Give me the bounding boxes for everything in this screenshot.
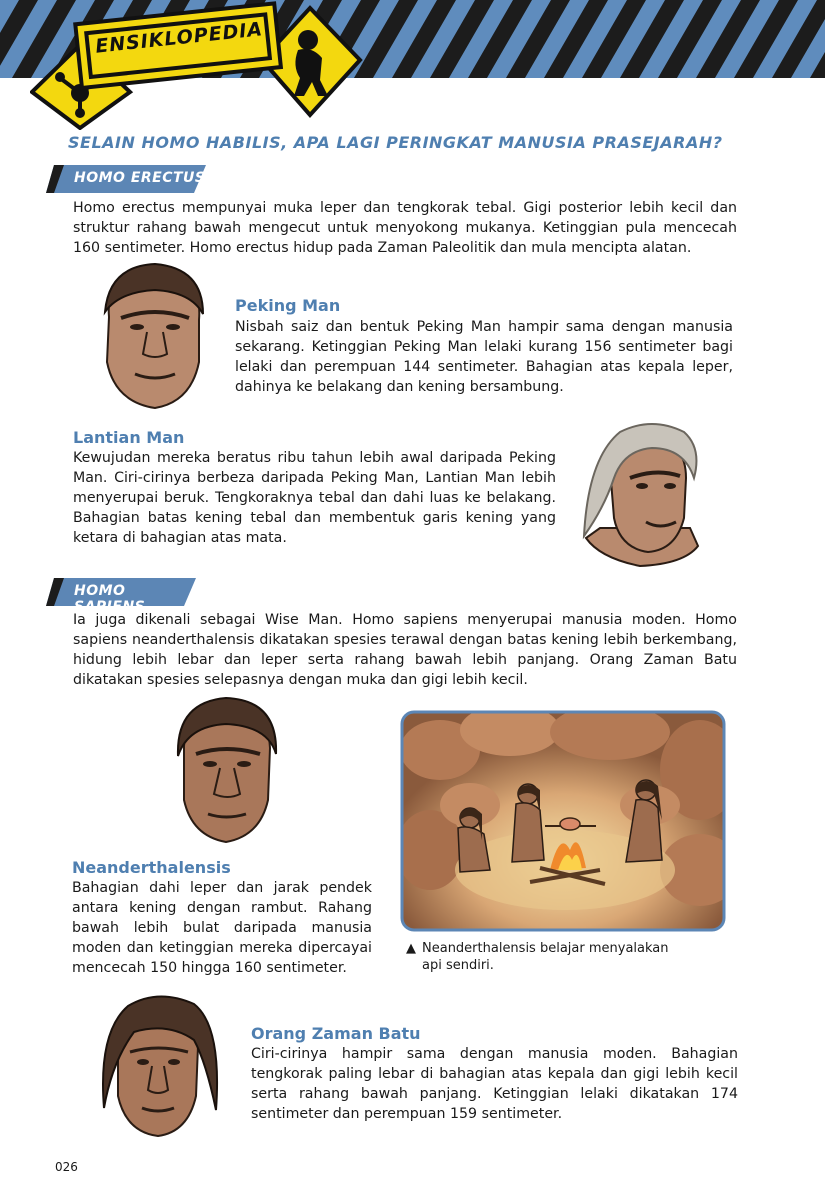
neanderthal-text: Bahagian dahi leper dan jarak pendek antara kening dengan rambut. Rahang bawah lebih bulat daripada manusia moden dan ketinggian mereka dipercayai mencecah 150 hingga 160 sentimeter. <box>72 880 372 976</box>
peking-man-title: Peking Man <box>235 296 341 315</box>
tag-homo-sapiens <box>46 578 196 615</box>
stone-age-man-portrait <box>98 992 220 1140</box>
cave-caption: Neanderthalensis belajar menyalakan api sendiri. <box>422 941 669 973</box>
lantian-man-title: Lantian Man <box>73 428 185 447</box>
section-question: SELAIN HOMO HABILIS, APA LAGI PERINGKAT MANUSIA PRASEJARAH? <box>68 133 723 152</box>
neanderthal-portrait <box>168 696 283 846</box>
homo-erectus-intro: Homo erectus mempunyai muka leper dan tengkorak tebal. Gigi posterior lebih kecil dan struktur rahang bawah mengecut untuk menyokong mukanya. Ketinggian pula mencecah 160 sentimeter. Homo erectus hidup pada Zaman Paleolitik dan mula mencipta alatan. <box>73 200 737 256</box>
encyclopedia-badge <box>30 0 370 130</box>
homo-sapiens-intro: Ia juga dikenali sebagai Wise Man. Homo sapiens menyerupai manusia moden. Homo sapiens neanderthalensis dikatakan spesies terawal dengan batas kening lebih berkembang, hidung lebih lebar dan leper serta rahang bawah lebih panjang. Orang Zaman Batu dikatakan spesies selepasnya dengan muka dan gigi lebih kecil. <box>73 612 737 688</box>
stone-age-title: Orang Zaman Batu <box>251 1024 421 1043</box>
tag-label: HOMO SAPIENS <box>74 583 146 615</box>
tag-label: HOMO ERECTUS <box>74 170 206 186</box>
page-number: 026 <box>55 1160 78 1174</box>
peking-man-text: Nisbah saiz dan bentuk Peking Man hampir sama dengan manusia sekarang. Ketinggian Peking Man lelaki kurang 156 sentimeter bagi lelaki dan perempuan 144 sentimeter. Bahagian atas kepala leper, dahinya ke belakang dan kening bersambung. <box>235 319 733 395</box>
tag-homo-erectus <box>46 165 206 193</box>
badge-label: ENSIKLOPEDIA <box>94 18 265 58</box>
peking-man-portrait <box>95 262 213 412</box>
stone-age-text: Ciri-cirinya hampir sama dengan manusia moden. Bahagian tengkorak paling lebar di bahagian atas kepala dan gigi lebih kecil serta rahang bawah panjang. Ketinggian lelaki dikatakan 174 sentimeter dan perempuan 159 sentimeter. <box>251 1046 738 1122</box>
caption-marker-icon: ▲ <box>406 941 416 956</box>
lantian-man-text: Kewujudan mereka beratus ribu tahun lebih awal daripada Peking Man. Ciri-cirinya berbeza daripada Peking Man, Lantian Man lebih menyerupai beruk. Tengkoraknya tebal dan dahi luas ke belakang. Bahagian batas kening tebal dan membentuk garis kening yang ketara di bahagian atas mata. <box>73 450 556 546</box>
neanderthal-title: Neanderthalensis <box>72 858 231 877</box>
cave-fire-illustration <box>400 710 726 932</box>
lantian-man-portrait <box>580 418 702 570</box>
